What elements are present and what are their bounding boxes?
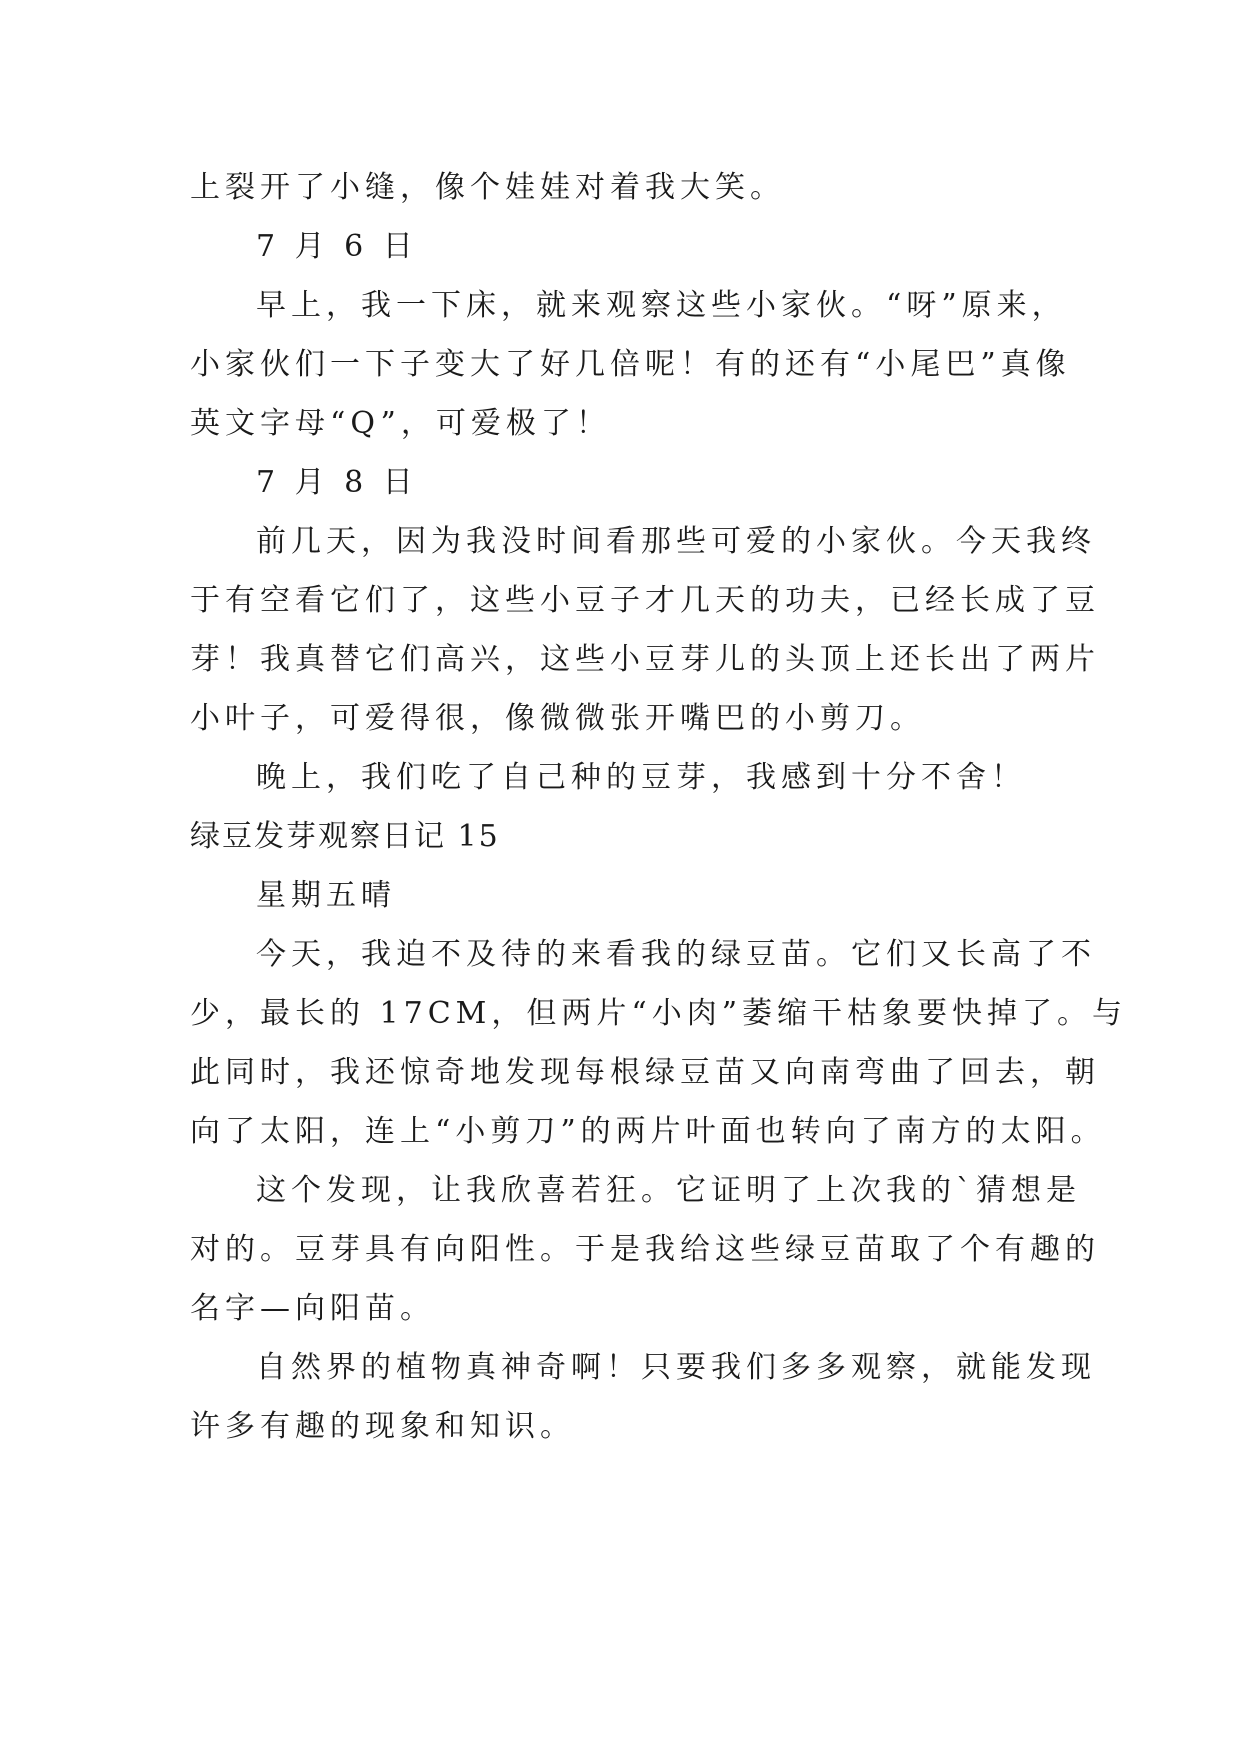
text-line: 晚上，我们吃了自己种的豆芽，我感到十分不舍！	[256, 760, 1026, 795]
text-line: 今天，我迫不及待的来看我的绿豆苗。它们又长高了不	[256, 937, 1096, 972]
text-line: 少，最长的 17CM，但两片“小肉”萎缩干枯象要快掉了。与	[190, 996, 1128, 1031]
diary-text	[190, 158, 1128, 1456]
weekday-weather: 星期五晴	[256, 878, 396, 913]
text-line: 向了太阳，连上“小剪刀”的两片叶面也转向了南方的太阳。	[190, 1114, 1106, 1149]
text-line: 早上，我一下床，就来观察这些小家伙。“呀”原来，	[256, 288, 1067, 323]
section-title: 绿豆发芽观察日记 15	[190, 819, 500, 854]
text-line: 英文字母“Q”，可爱极了！	[190, 406, 611, 441]
text-line: 前几天，因为我没时间看那些可爱的小家伙。今天我终	[256, 524, 1096, 559]
text-line: 对的。豆芽具有向阳性。于是我给这些绿豆苗取了个有趣的	[190, 1232, 1100, 1267]
text-line: 上裂开了小缝，像个娃娃对着我大笑。	[190, 170, 785, 205]
text-line: 此同时，我还惊奇地发现每根绿豆苗又向南弯曲了回去，朝	[190, 1055, 1100, 1090]
text-line: 芽！我真替它们高兴，这些小豆芽儿的头顶上还长出了两片	[190, 642, 1100, 677]
text-line: 小家伙们一下子变大了好几倍呢！有的还有“小尾巴”真像	[190, 347, 1071, 382]
text-line: 小叶子，可爱得很，像微微张开嘴巴的小剪刀。	[190, 701, 925, 736]
text-line: 名字—向阳苗。	[190, 1291, 435, 1326]
text-line: 许多有趣的现象和知识。	[190, 1409, 575, 1444]
text-line: 自然界的植物真神奇啊！只要我们多多观察，就能发现	[256, 1350, 1096, 1385]
text-line: 这个发现，让我欣喜若狂。它证明了上次我的`猜想是	[256, 1173, 1081, 1208]
date-heading: 7 月 6 日	[256, 229, 418, 264]
text-line: 于有空看它们了，这些小豆子才几天的功夫，已经长成了豆	[190, 583, 1100, 618]
date-heading: 7 月 8 日	[256, 465, 418, 500]
